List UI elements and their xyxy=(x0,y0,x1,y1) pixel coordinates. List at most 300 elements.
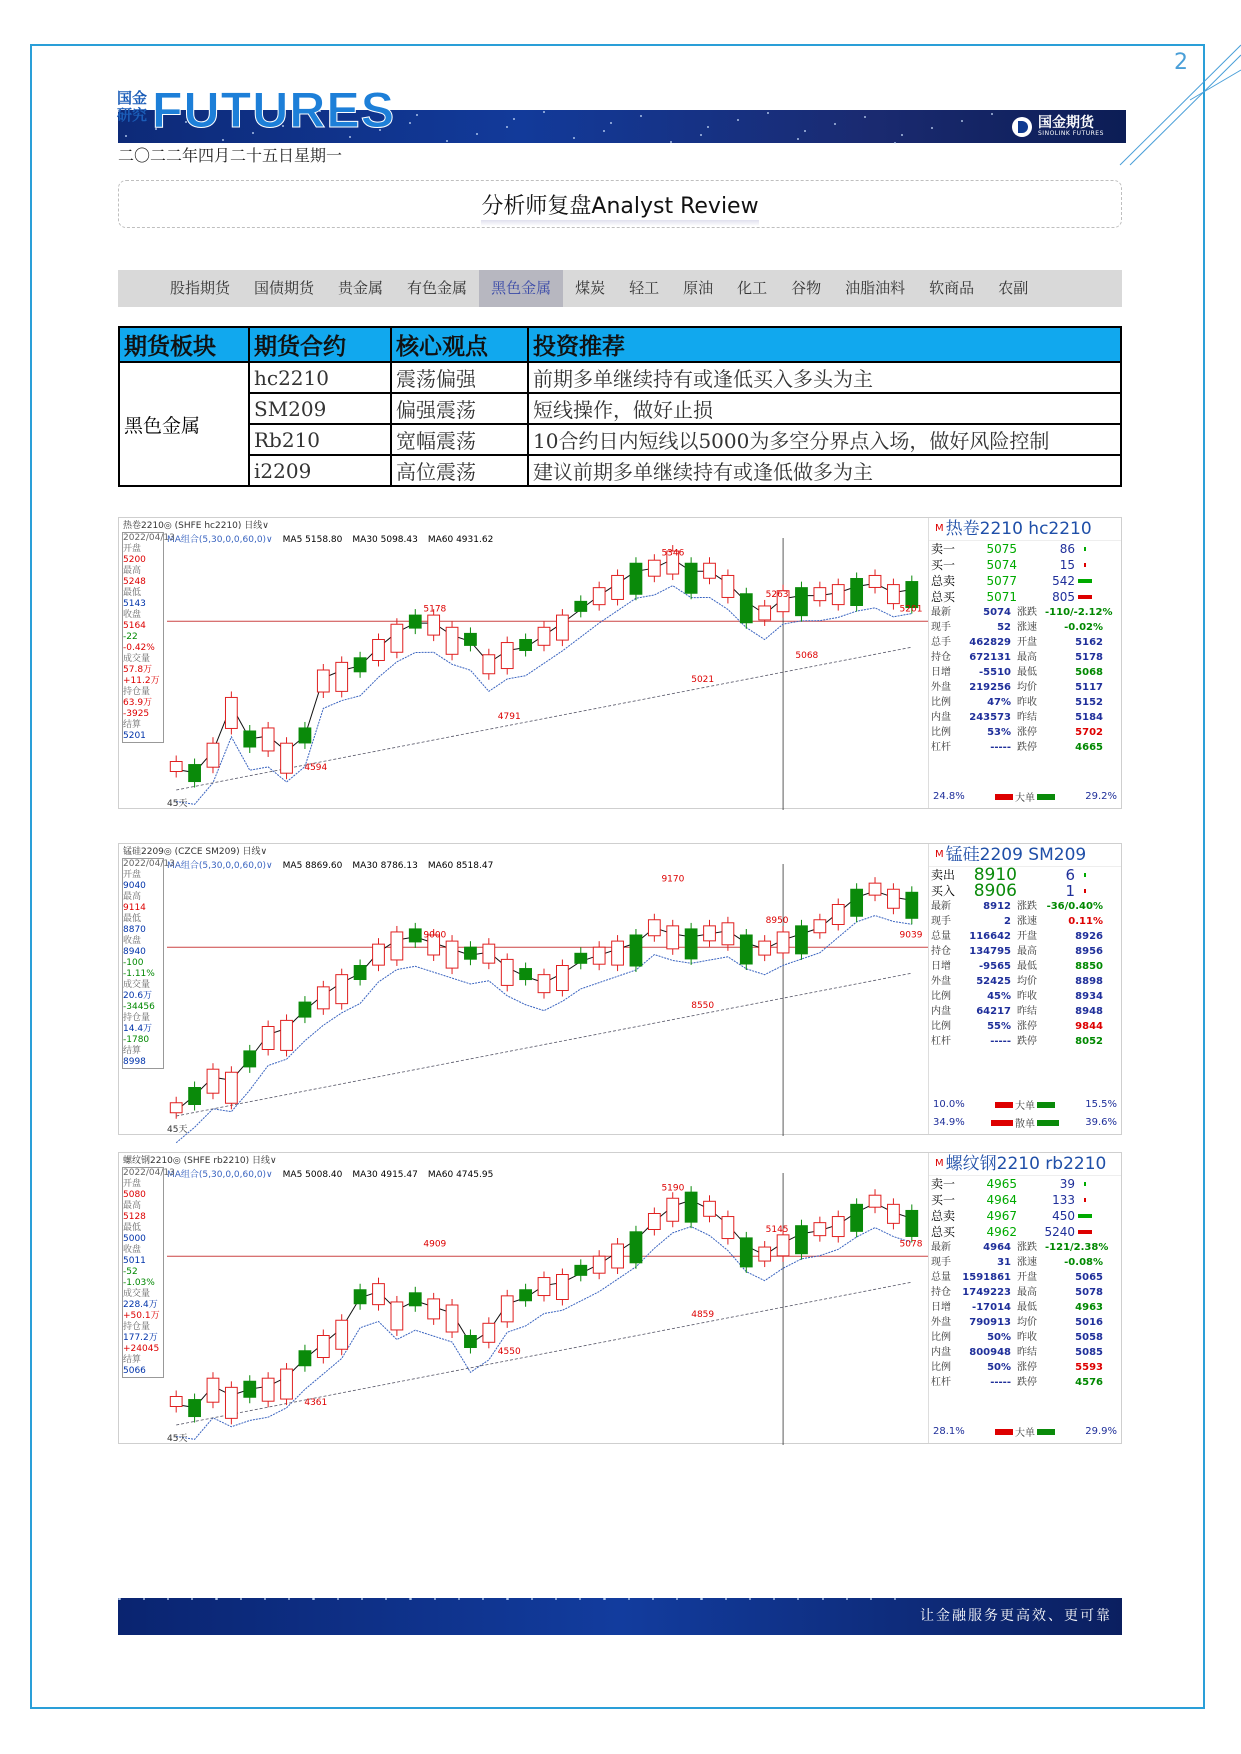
chart-plot-svg xyxy=(119,518,931,810)
bid-ask-price: 5075 xyxy=(986,542,1017,556)
star-dot xyxy=(385,1598,387,1600)
star-dot xyxy=(506,126,508,128)
quote-value2: 5058 xyxy=(1075,1332,1103,1343)
candle-body xyxy=(225,697,237,728)
candle-body xyxy=(814,588,826,601)
candle-body xyxy=(538,1278,550,1296)
price-label-high: 5346 xyxy=(661,548,685,559)
review-title-box xyxy=(118,180,1122,228)
bid-ask-price: 4964 xyxy=(986,1193,1017,1207)
candle-body xyxy=(299,1351,311,1366)
bid-ask-label: 卖出 xyxy=(931,868,956,882)
ohlc-item: 14.4万 xyxy=(123,1024,153,1034)
candle-body xyxy=(317,1336,329,1358)
quote-label2: 昨结 xyxy=(1017,712,1037,723)
ohlc-item: 5080 xyxy=(123,1190,146,1200)
volume-bar xyxy=(1075,589,1095,605)
candle-body xyxy=(354,658,366,672)
quote-title-text: 热卷2210 hc2210 xyxy=(945,519,1092,539)
star-dot xyxy=(700,134,702,136)
quote-label: 内盘 xyxy=(931,712,951,723)
quote-row xyxy=(929,1255,1121,1270)
quote-row xyxy=(929,1240,1121,1255)
quote-row xyxy=(929,635,1121,650)
quote-label: 现手 xyxy=(931,916,951,927)
candle-body xyxy=(557,966,569,991)
logo-cn-line1: 国金 xyxy=(117,89,148,107)
star-dot xyxy=(640,115,642,117)
tab-10[interactable]: 油脂油料 xyxy=(845,279,906,297)
quote-value: 800948 xyxy=(969,1347,1011,1358)
period-label: 45天 xyxy=(167,1125,188,1135)
quote-label: 杠杆 xyxy=(931,742,951,753)
ohlc-item: -1.03% xyxy=(123,1278,155,1288)
candle-body xyxy=(796,1226,808,1254)
bid-ask-qty: 5240 xyxy=(1044,1225,1075,1239)
candle-body xyxy=(465,947,477,959)
star-dot xyxy=(864,116,866,118)
candle-body xyxy=(667,1198,679,1221)
star-dot xyxy=(797,138,799,140)
quote-row xyxy=(929,740,1121,755)
quote-row xyxy=(929,929,1121,944)
candle-body xyxy=(593,1256,605,1273)
price-label-mid_low: 5021 xyxy=(691,675,715,686)
candle-body xyxy=(648,560,660,576)
quote-label: 最新 xyxy=(931,1242,951,1253)
ma-legend-item: MA30 8786.13 xyxy=(352,861,418,871)
quote-value2: 5078 xyxy=(1075,1287,1103,1298)
quote-value: -17014 xyxy=(972,1302,1011,1313)
candle-body xyxy=(262,728,274,751)
ohlc-item: 5164 xyxy=(123,621,146,631)
candle-body xyxy=(796,926,808,954)
candle-body xyxy=(501,959,513,985)
view-cell: 偏强震荡 xyxy=(391,393,528,424)
ohlc-item: +50.1万 xyxy=(123,1311,160,1321)
bid-ask-qty: 542 xyxy=(1052,574,1075,588)
sector-tabs xyxy=(118,270,1122,307)
quote-label: 比例 xyxy=(931,1332,951,1343)
quote-row xyxy=(929,1285,1121,1300)
bid-ask-qty: 133 xyxy=(1052,1193,1075,1207)
contract-cell: SM209 xyxy=(249,393,391,424)
quote-label2: 开盘 xyxy=(1017,637,1037,648)
quote-label2: 涨跌 xyxy=(1017,901,1037,912)
candle-body xyxy=(630,935,642,966)
ma-legend-item: MA60 4931.62 xyxy=(427,535,494,545)
quote-row xyxy=(929,1300,1121,1315)
ma-legend-item: MA30 5098.43 xyxy=(352,535,418,545)
quote-label: 比例 xyxy=(931,727,951,738)
star-dot xyxy=(737,119,739,121)
quote-label: 内盘 xyxy=(931,1347,951,1358)
review-title: 分析师复盘Analyst Review xyxy=(481,189,758,220)
quote-value: 134795 xyxy=(969,946,1011,957)
candle-body xyxy=(722,575,734,597)
order-right2: 39.6% xyxy=(1085,1117,1117,1128)
ohlc-panel xyxy=(122,532,175,743)
bid-ask-price: 5074 xyxy=(986,558,1017,572)
ma-legend-item: MA组合(5,30,0,0,60,0)∨ xyxy=(167,861,273,871)
ma-legend-item: MA5 8869.60 xyxy=(282,861,343,871)
candle-body xyxy=(869,575,881,587)
tab-2[interactable]: 贵金属 xyxy=(338,279,384,297)
ohlc-item: 开盘 xyxy=(123,870,142,880)
quote-label: 比例 xyxy=(931,1362,951,1373)
candle-body xyxy=(814,1223,826,1236)
quote-row xyxy=(929,665,1121,680)
star-dot xyxy=(610,122,612,124)
star-dot xyxy=(458,1598,460,1600)
candle-body xyxy=(483,1323,495,1342)
quote-label: 比例 xyxy=(931,1021,951,1032)
ohlc-item: 持仓量 xyxy=(123,687,151,697)
star-dot xyxy=(991,113,993,115)
quote-row xyxy=(929,914,1121,929)
quote-label2: 开盘 xyxy=(1017,931,1037,942)
candle-body xyxy=(612,575,624,599)
quote-value2: 5085 xyxy=(1075,1347,1103,1358)
ma-legend xyxy=(167,1167,503,1180)
quote-value2: 8898 xyxy=(1075,976,1103,987)
ohlc-item: +24045 xyxy=(123,1344,160,1354)
ohlc-panel xyxy=(122,858,175,1069)
candle-body xyxy=(391,932,403,960)
order-flow-row xyxy=(929,1424,1121,1439)
quote-value: 4964 xyxy=(983,1242,1011,1253)
order-flow-row xyxy=(929,1097,1121,1112)
ohlc-item: 最低 xyxy=(123,588,142,598)
volume-bar xyxy=(1075,867,1095,883)
star-dot xyxy=(555,1598,557,1600)
order-right: 29.2% xyxy=(1085,791,1117,802)
ohlc-item: 57.8万 xyxy=(123,665,153,675)
quote-label: 持仓 xyxy=(931,652,951,663)
tab-4[interactable]: 黑色金属 xyxy=(479,270,563,307)
bid-ask-row xyxy=(929,573,1121,589)
quote-value2: 4963 xyxy=(1075,1302,1103,1313)
quote-value2: 8934 xyxy=(1075,991,1103,1002)
ohlc-item: 5128 xyxy=(123,1212,146,1222)
candle-body xyxy=(575,953,587,963)
order-left: 10.0% xyxy=(933,1099,965,1110)
ohlc-item: 开盘 xyxy=(123,544,142,554)
ohlc-item: 成交量 xyxy=(123,1289,151,1299)
bid-ask-qty: 39 xyxy=(1059,1177,1075,1191)
ohlc-item: 最低 xyxy=(123,914,142,924)
quote-row xyxy=(929,1345,1121,1360)
volume-bar xyxy=(1075,1176,1095,1192)
candle-body xyxy=(170,1103,182,1113)
star-dot xyxy=(931,127,933,129)
tab-8[interactable]: 化工 xyxy=(737,279,768,297)
brand-cn: 国金期货 xyxy=(1038,115,1094,131)
quote-value: 116642 xyxy=(969,931,1011,942)
star-dot xyxy=(446,140,448,142)
ohlc-item: 20.6万 xyxy=(123,991,153,1001)
candle-body xyxy=(538,975,550,993)
quote-value2: 5593 xyxy=(1075,1362,1103,1373)
quote-row xyxy=(929,899,1121,914)
tab-11[interactable]: 软商品 xyxy=(929,279,975,297)
view-table xyxy=(118,326,1122,487)
quote-value2: -110/-2.12% xyxy=(1045,607,1113,618)
ohlc-item: -3925 xyxy=(123,709,150,719)
candle-body xyxy=(373,944,385,965)
quote-title-text: 锰硅2209 SM209 xyxy=(945,845,1087,865)
advice-cell: 10合约日内短线以5000为多空分界点入场，做好风险控制 xyxy=(528,424,1121,455)
quote-panel xyxy=(928,518,1121,808)
candle-body xyxy=(520,640,532,651)
volume-bar xyxy=(1075,1224,1095,1240)
ohlc-panel xyxy=(122,1167,175,1378)
contract-cell: i2209 xyxy=(249,455,391,486)
volume-bar xyxy=(1075,557,1095,573)
candle-body xyxy=(648,1214,660,1230)
advice-cell: 短线操作，做好止损 xyxy=(528,393,1121,424)
quote-row xyxy=(929,989,1121,1004)
chart-plot-svg xyxy=(119,1153,931,1445)
price-label-line_price: 5078 xyxy=(899,1239,923,1250)
star-dot xyxy=(901,134,903,136)
star-dot xyxy=(573,137,575,139)
star-dot xyxy=(767,112,769,114)
bid-ask-row xyxy=(929,867,1121,883)
candle-body xyxy=(262,1027,274,1050)
star-dot xyxy=(628,1598,630,1600)
ohlc-item: 8998 xyxy=(123,1057,146,1067)
ohlc-item: 收盘 xyxy=(123,936,142,946)
ohlc-item: 收盘 xyxy=(123,1245,142,1255)
candle-body xyxy=(244,1381,256,1397)
candle-body xyxy=(317,987,329,1009)
quote-value: 64217 xyxy=(976,1006,1011,1017)
ohlc-item: 63.9万 xyxy=(123,698,153,708)
candle-body xyxy=(722,923,734,945)
bid-ask-qty: 6 xyxy=(1065,866,1075,884)
volume-bar xyxy=(1075,573,1095,589)
quote-value2: 5184 xyxy=(1075,712,1103,723)
quote-panel xyxy=(928,1153,1121,1443)
quote-value: 2 xyxy=(1004,916,1011,927)
candle-body xyxy=(685,563,697,593)
candle-body xyxy=(354,966,366,980)
star-dot xyxy=(749,1598,751,1600)
candle-body xyxy=(704,1201,716,1216)
star-dot xyxy=(410,1598,412,1600)
quote-value2: 5702 xyxy=(1075,727,1103,738)
quote-label: 最新 xyxy=(931,901,951,912)
candle-body xyxy=(832,585,844,605)
star-dot xyxy=(125,135,127,137)
quote-label: 持仓 xyxy=(931,1287,951,1298)
star-dot xyxy=(507,1598,509,1600)
bid-ask-row xyxy=(929,1208,1121,1224)
quote-value2: 5065 xyxy=(1075,1272,1103,1283)
bid-ask-row xyxy=(929,1224,1121,1240)
ohlc-item: 持仓量 xyxy=(123,1013,151,1023)
bid-ask-price: 8906 xyxy=(973,881,1017,901)
ohlc-item: 5000 xyxy=(123,1234,146,1244)
candle-body xyxy=(906,892,918,918)
candle-body xyxy=(722,1217,734,1239)
quote-value: 8912 xyxy=(983,901,1011,912)
market-icon: M xyxy=(935,849,944,860)
star-dot xyxy=(216,1598,218,1600)
candle-body xyxy=(262,1378,274,1401)
candle-body xyxy=(336,1320,348,1349)
candle-body xyxy=(465,1336,477,1348)
ma-legend xyxy=(167,532,503,545)
candle-body xyxy=(704,563,716,578)
bid-ask-qty: 15 xyxy=(1059,558,1075,572)
header-advice: 投资推荐 xyxy=(528,327,1121,362)
candle-body xyxy=(888,1204,900,1223)
star-dot xyxy=(222,139,224,141)
quote-title xyxy=(929,518,1121,541)
order-flow-row xyxy=(929,789,1121,804)
quote-label2: 最低 xyxy=(1017,961,1037,972)
candle-body xyxy=(814,920,826,933)
logo-futures: FUTURES xyxy=(152,82,396,138)
quote-row xyxy=(929,1034,1121,1049)
quote-row xyxy=(929,710,1121,725)
ohlc-item: 177.2万 xyxy=(123,1333,158,1343)
candle-body xyxy=(170,762,182,772)
quote-value2: 8948 xyxy=(1075,1006,1103,1017)
ohlc-item: 结算 xyxy=(123,1046,142,1056)
ohlc-item: 结算 xyxy=(123,720,142,730)
candle-body xyxy=(851,579,863,606)
quote-value: ----- xyxy=(990,1377,1011,1388)
quote-label: 日增 xyxy=(931,1302,951,1313)
quote-row xyxy=(929,650,1121,665)
quote-label: 内盘 xyxy=(931,1006,951,1017)
star-dot xyxy=(676,1598,678,1600)
candle-body xyxy=(832,905,844,925)
candle-body xyxy=(593,588,605,605)
tab-3[interactable]: 有色金属 xyxy=(407,279,468,297)
quote-label: 外盘 xyxy=(931,682,951,693)
quote-label2: 涨停 xyxy=(1017,727,1037,738)
price-label-mid_high: 5263 xyxy=(765,589,789,600)
tab-5[interactable]: 煤炭 xyxy=(575,279,606,297)
bid-ask-label: 卖一 xyxy=(931,1177,956,1191)
order-flow-row-2 xyxy=(929,1115,1121,1130)
ohlc-item: 5248 xyxy=(123,577,146,587)
quote-row xyxy=(929,1375,1121,1390)
order-mid: 大单 xyxy=(1015,1101,1035,1112)
candle-body xyxy=(777,1235,789,1256)
candle-body xyxy=(538,627,550,645)
logo-cn xyxy=(117,90,147,124)
sector-cell: 黑色金属 xyxy=(119,362,249,486)
candle-body xyxy=(336,662,348,691)
order-mid2: 散单 xyxy=(1015,1119,1035,1130)
ma-legend-item: MA组合(5,30,0,0,60,0)∨ xyxy=(167,1170,273,1180)
table-row xyxy=(119,424,1121,455)
tab-1[interactable]: 国债期货 xyxy=(254,279,315,297)
ma-legend-item: MA5 5008.40 xyxy=(282,1170,343,1180)
table-row xyxy=(119,393,1121,424)
quote-label: 总量 xyxy=(931,1272,951,1283)
star-dot xyxy=(409,122,411,124)
price-label-left_low: 4791 xyxy=(497,711,521,722)
tab-12[interactable]: 农副 xyxy=(998,279,1029,297)
ohlc-item: 228.4万 xyxy=(123,1300,158,1310)
quote-value: 45% xyxy=(987,991,1011,1002)
star-dot xyxy=(603,130,605,132)
star-dot xyxy=(707,126,709,128)
star-dot xyxy=(416,114,418,116)
star-dot xyxy=(264,1598,266,1600)
quote-value2: 4665 xyxy=(1075,742,1103,753)
advice-cell: 前期多单继续持有或逢低买入多头为主 xyxy=(528,362,1121,393)
ma-legend-item: MA5 5158.80 xyxy=(282,535,343,545)
quote-value: ----- xyxy=(990,1036,1011,1047)
order-left: 24.8% xyxy=(933,791,965,802)
ohlc-item: 9114 xyxy=(123,903,146,913)
quote-label2: 最高 xyxy=(1017,652,1037,663)
candle-body xyxy=(225,1072,237,1103)
tab-6[interactable]: 轻工 xyxy=(629,279,660,297)
quote-value2: 8956 xyxy=(1075,946,1103,957)
candle-body xyxy=(575,1265,587,1275)
header-contract: 期货合约 xyxy=(249,327,391,362)
quote-label: 比例 xyxy=(931,991,951,1002)
table-row xyxy=(119,455,1121,486)
quote-label: 现手 xyxy=(931,1257,951,1268)
candle-body xyxy=(446,941,458,968)
quote-label2: 昨收 xyxy=(1017,991,1037,1002)
volume-bar xyxy=(1075,541,1095,557)
quote-label: 总手 xyxy=(931,637,951,648)
contract-cell: Rb210 xyxy=(249,424,391,455)
quote-row xyxy=(929,1004,1121,1019)
quote-row xyxy=(929,1360,1121,1375)
period-label: 45天 xyxy=(167,1434,188,1444)
star-dot xyxy=(361,1598,363,1600)
logo-cn-line2: 研究 xyxy=(117,106,148,124)
quote-value: 50% xyxy=(987,1332,1011,1343)
star-dot xyxy=(834,123,836,125)
chart-sm209 xyxy=(118,843,1122,1135)
ohlc-item: 最高 xyxy=(123,892,142,902)
bid-ask-price: 8910 xyxy=(973,865,1017,885)
candle-body xyxy=(428,1299,440,1319)
quote-row xyxy=(929,620,1121,635)
quote-title xyxy=(929,1153,1121,1176)
candle-body xyxy=(685,929,697,959)
tab-0[interactable]: 股指期货 xyxy=(170,279,231,297)
candle-body xyxy=(207,1069,219,1093)
bid-ask-qty: 1 xyxy=(1065,882,1075,900)
quote-label2: 昨收 xyxy=(1017,1332,1037,1343)
tab-7[interactable]: 原油 xyxy=(683,279,714,297)
tab-9[interactable]: 谷物 xyxy=(791,279,822,297)
bid-ask-price: 4965 xyxy=(986,1177,1017,1191)
ohlc-item: 最低 xyxy=(123,1223,142,1233)
candle-body xyxy=(759,1247,771,1261)
quote-value: 52425 xyxy=(976,976,1011,987)
contract-cell: hc2210 xyxy=(249,362,391,393)
quote-value2: 5162 xyxy=(1075,637,1103,648)
quote-value2: 5016 xyxy=(1075,1317,1103,1328)
candle-body xyxy=(777,932,789,953)
quote-value2: 5152 xyxy=(1075,697,1103,708)
advice-cell: 建议前期多单继续持有或逢低做多为主 xyxy=(528,455,1121,486)
